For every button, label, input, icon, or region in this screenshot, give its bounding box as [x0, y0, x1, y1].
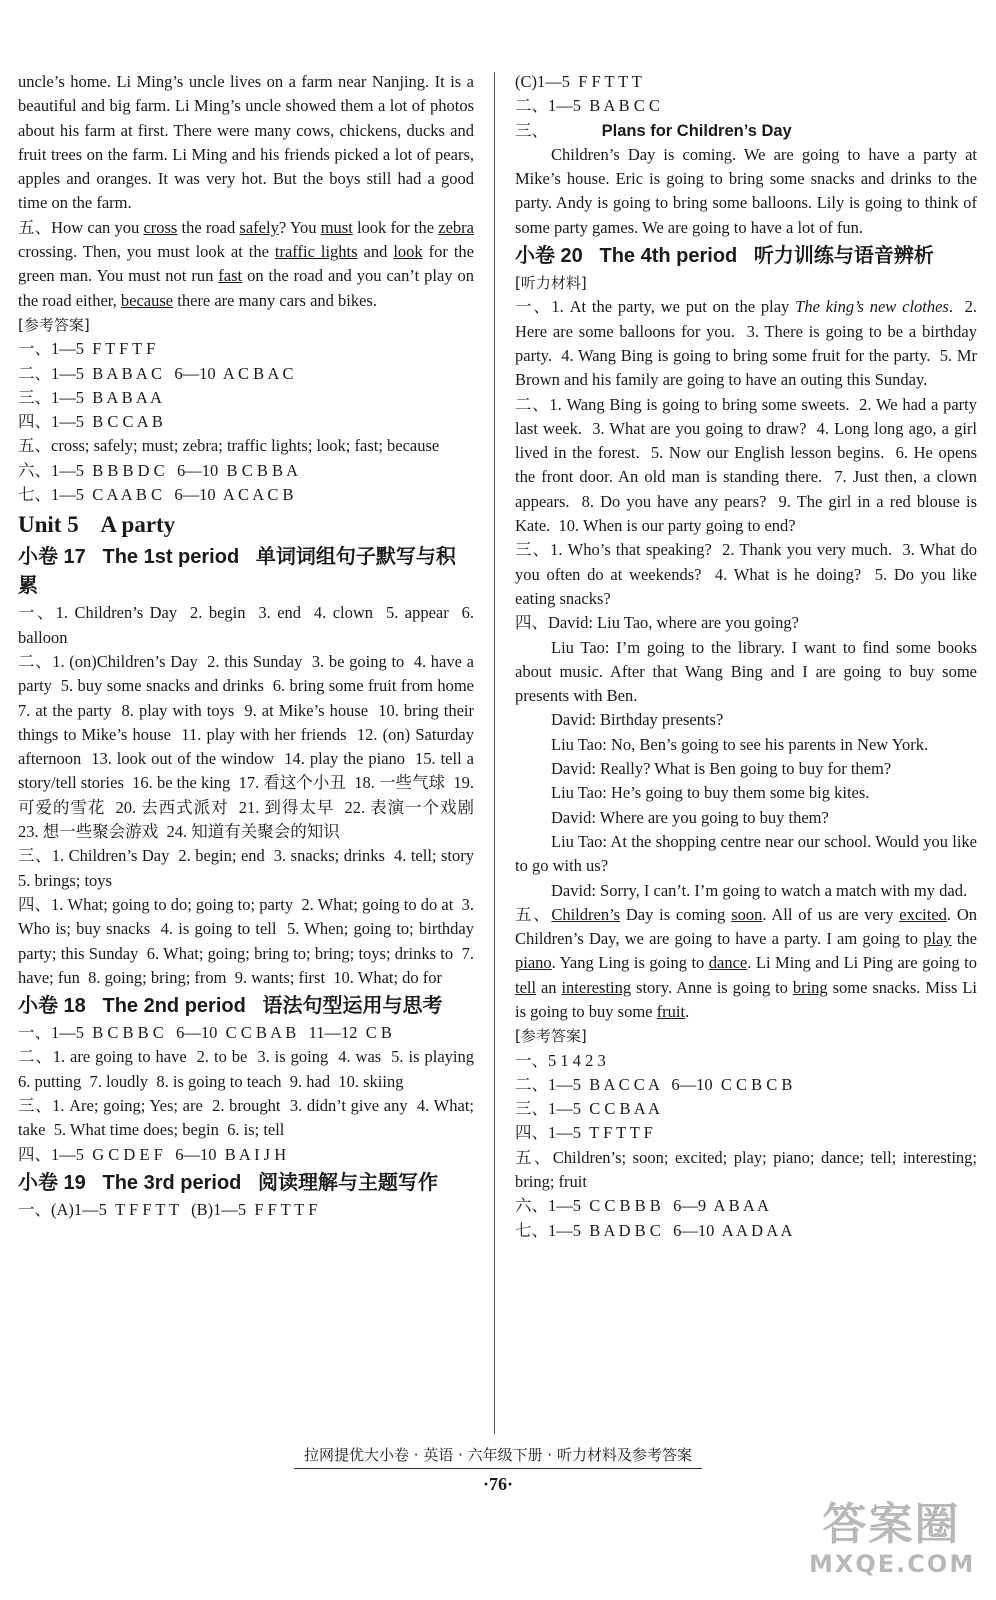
underlined-word: zebra	[438, 217, 474, 237]
text-segment: there are many cars and bikes.	[173, 290, 377, 310]
right-line-6	[515, 295, 982, 392]
text-segment: 五、How can you	[18, 217, 144, 237]
underlined-word: piano	[515, 953, 552, 973]
underlined-word: must	[320, 217, 353, 237]
right-column	[515, 70, 982, 1243]
underlined-word: play	[923, 929, 952, 949]
right-line-14: Liu Tao: He’s going to buy them some big kites.	[551, 783, 870, 803]
underlined-word: safely	[239, 217, 279, 237]
right-line-4: 小卷 20 The 4th period 听力训练与语音辨析	[515, 245, 934, 268]
column-divider	[494, 72, 495, 1434]
left-line-19: 三、1. Are; going; Yes; are 2. brought 3. didn’t give any 4. What; take 5. What time does; begin 6. is; tell	[18, 1095, 479, 1140]
right-line-11: David: Birthday presents?	[551, 710, 724, 730]
left-line-6: 四、1—5 B C C A B	[18, 412, 163, 432]
left-line-11: 小卷 17 The 1st period 单词词组句子默写与积累	[18, 546, 456, 598]
right-line-22: 三、1—5 C C B A A	[515, 1099, 660, 1119]
left-line-15: 四、1. What; going to do; going to; party 2. What; going to do at 3. Who is; buy snacks 4. is going to tell 5. When; going to; birthday party; this Sunday 6. What; going; bring to; bring; toys; drinks to 7. have; fun 8. going; bring; from 9. wants; first 10. What; do for	[18, 894, 479, 987]
text-segment: 一、1. At the party, we put on the play	[515, 297, 796, 317]
left-line-0: uncle’s home. Li Ming’s uncle lives on a farm near Nanjing. It is a beautiful and big farm. Li Ming’s uncle showed them a lot of photos about his farm at first. There were many cows, chickens, ducks and fruit trees on the farm. Li Ming and his friends picked a lot of pears, apples and oranges. It was very hot. But the boys still had a good time on the farm.	[18, 72, 479, 213]
right-line-19: [参考答案]	[515, 1027, 587, 1046]
right-line-21: 二、1—5 B A C C A 6—10 C C B C B	[515, 1074, 793, 1094]
underlined-word: fruit	[656, 1001, 686, 1021]
section-number: 三、	[515, 120, 602, 140]
text-segment: ? You	[278, 217, 321, 237]
underlined-word: because	[120, 290, 174, 310]
text-segment: an	[536, 977, 562, 997]
text-segment: story. Anne is going to	[631, 977, 793, 997]
right-line-20: 一、5 1 4 2 3	[515, 1050, 606, 1070]
text-segment: . 2. Here are some balloons for you. 3. There is going to be a birthday party. 4. Wang Bing is going to bring some fruit for the party. 5. Mr Brown and his family are going to have an outing this Sunday.	[515, 297, 982, 390]
underlined-word: traffic lights	[274, 242, 358, 262]
left-line-17: 一、1—5 B C B B C 6—10 C C B A B 11—12 C B	[18, 1023, 392, 1043]
text-segment: for the green man. You must not run	[18, 242, 479, 286]
right-line-3: Children’s Day is coming. We are going to have a party at Mike’s house. Eric is going to bring some snacks and drinks to the party. Andy is going to bring some balloons. Lily is going to think of some party games. We are going to have a lot of fun.	[515, 144, 982, 237]
footer-text: 拉网提优大小卷 · 英语 · 六年级下册 · 听力材料及参考答案	[294, 1444, 702, 1469]
text-segment: and	[357, 242, 394, 262]
right-line-26: 七、1—5 B A D B C 6—10 A A D A A	[515, 1220, 793, 1240]
text-segment: the road	[177, 217, 240, 237]
right-line-12: Liu Tao: No, Ben’s going to see his parents in New York.	[551, 734, 929, 754]
right-line-5: [听力材料]	[515, 274, 587, 293]
right-line-13: David: Really? What is Ben going to buy for them?	[551, 759, 892, 779]
right-line-16: Liu Tao: At the shopping centre near our school. Would you like to go with us?	[515, 831, 982, 876]
right-line-1: 二、1—5 B A B C C	[515, 96, 660, 116]
underlined-word: look	[393, 242, 423, 262]
text-segment: look for the	[352, 217, 439, 237]
left-line-22: 一、(A)1—5 T F F T T (B)1—5 F F T T F	[18, 1199, 318, 1219]
underlined-word: Children’s	[551, 904, 621, 924]
right-line-10: Liu Tao: I’m going to the library. I want to find some books about music. After that Wang Bing and I are going to buy some presents with Ben.	[515, 637, 982, 706]
left-line-21: 小卷 19 The 3rd period 阅读理解与主题写作	[18, 1171, 439, 1194]
text-segment: Day is coming	[620, 904, 732, 924]
right-line-7: 二、1. Wang Bing is going to bring some sweets. 2. We had a party last week. 3. What are you going to draw? 4. Long long ago, a girl lived in the forest. 5. Now our English lesson begins. 6. He opens the front door. An old man is standing there. 7. Just then, a clown appears. 8. Do you have any pears? 9. The girl in a red blouse is Kate. 10. When is our party going to end?	[515, 394, 982, 536]
right-line-9: 四、David: Liu Tao, where are you going?	[515, 613, 800, 633]
right-line-23: 四、1—5 T F T T F	[515, 1123, 653, 1143]
left-line-5: 三、1—5 B A B A A	[18, 387, 162, 407]
underlined-word: soon	[731, 904, 763, 924]
page-number: ·76·	[482, 1474, 513, 1494]
left-line-2: [参考答案]	[18, 315, 90, 334]
right-line-2	[515, 119, 977, 143]
watermark-text: MXQE.COM	[809, 1550, 976, 1578]
text-segment: crossing. Then, you must look at the	[18, 217, 479, 262]
text-segment: .	[685, 1001, 690, 1021]
right-line-8: 三、1. Who’s that speaking? 2. Thank you very much. 3. What do you often do at weekends? 4. What is he doing? 5. Do you like eating snacks?	[515, 540, 982, 608]
left-line-12: 一、1. Children’s Day 2. begin 3. end 4. clown 5. appear 6. balloon	[18, 603, 479, 647]
underlined-word: fast	[218, 266, 243, 286]
left-line-8: 六、1—5 B B B D C 6—10 B C B B A	[18, 460, 299, 480]
watermark-logo	[809, 1500, 974, 1590]
watermark-icon: 答案圈	[822, 1499, 961, 1550]
left-line-13: 二、1. (on)Children’s Day 2. this Sunday 3. be going to 4. have a party 5. buy some snacks and drinks 6. bring some fruit from home 7. at the party 8. play with toys 9. at Mike’s house 10. bring their things to Mike’s house 11. play with her friends 12. (on) Saturday afternoon 13. look out of the window 14. play the piano 15. tell a story/tell stories 16. be the king 17. 看这个小丑 18. 一些气球 19. 可爱的雪花 20. 去西式派对 21. 到得太早 22. 表演一个戏剧 23. 想一些聚会游戏 24. 知道有关聚会的知识	[18, 651, 483, 842]
underlined-word: cross	[143, 217, 178, 237]
left-line-3: 一、1—5 F T F T F	[18, 339, 156, 359]
left-line-10: Unit 5 A party	[18, 512, 176, 538]
underlined-word: dance	[708, 953, 748, 973]
left-line-4: 二、1—5 B A B A C 6—10 A C B A C	[18, 363, 294, 383]
text-segment: . Yang Ling is going to	[551, 953, 709, 973]
left-line-16: 小卷 18 The 2nd period 语法句型运用与思考	[18, 995, 443, 1018]
underlined-word: tell	[515, 977, 537, 997]
left-line-14: 三、1. Children’s Day 2. begin; end 3. snacks; drinks 4. tell; story 5. brings; toys	[18, 846, 483, 890]
right-line-0: (C)1—5 F F T T T	[515, 72, 642, 91]
text-segment: some snacks. Miss Li is going to buy some	[515, 977, 982, 1021]
left-line-9: 七、1—5 C A A B C 6—10 A C A C B	[18, 485, 294, 505]
text-segment: on the road and you can’t play on the road either,	[18, 266, 479, 310]
right-line-17: David: Sorry, I can’t. I’m going to watch a match with my dad.	[551, 880, 968, 900]
underlined-word: excited	[899, 904, 947, 924]
right-line-15: David: Where are you going to buy them?	[551, 807, 829, 827]
text-segment: . Li Ming and Li Ping are going to	[747, 953, 982, 973]
writing-title: Plans for Children’s Day	[601, 121, 792, 140]
underlined-word: interesting	[561, 977, 632, 997]
left-line-20: 四、1—5 G C D E F 6—10 B A I J H	[18, 1144, 287, 1164]
play-title: The king’s new clothes	[795, 297, 949, 317]
underlined-word: bring	[792, 977, 828, 997]
text-segment: . On Children’s Day, we are going to have a party. I am going to	[515, 904, 982, 949]
left-column	[18, 70, 483, 1222]
left-line-18: 二、1. are going to have 2. to be 3. is going 4. was 5. is playing 6. putting 7. loudly 8. is going to teach 9. had 10. skiing	[18, 1047, 483, 1091]
page-footer	[0, 1444, 996, 1469]
left-line-7: 五、cross; safely; must; zebra; traffic lights; look; fast; because	[18, 436, 440, 456]
left-line-1	[18, 216, 479, 313]
right-line-25: 六、1—5 C C B B B 6—9 A B A A	[515, 1196, 769, 1216]
text-segment: . All of us are very	[762, 904, 900, 924]
text-segment: the	[951, 929, 982, 949]
right-line-24: 五、Children’s; soon; excited; play; piano; dance; tell; interesting; bring; fruit	[515, 1147, 982, 1192]
text-segment: 五、	[515, 904, 552, 924]
right-line-18	[515, 903, 982, 1024]
